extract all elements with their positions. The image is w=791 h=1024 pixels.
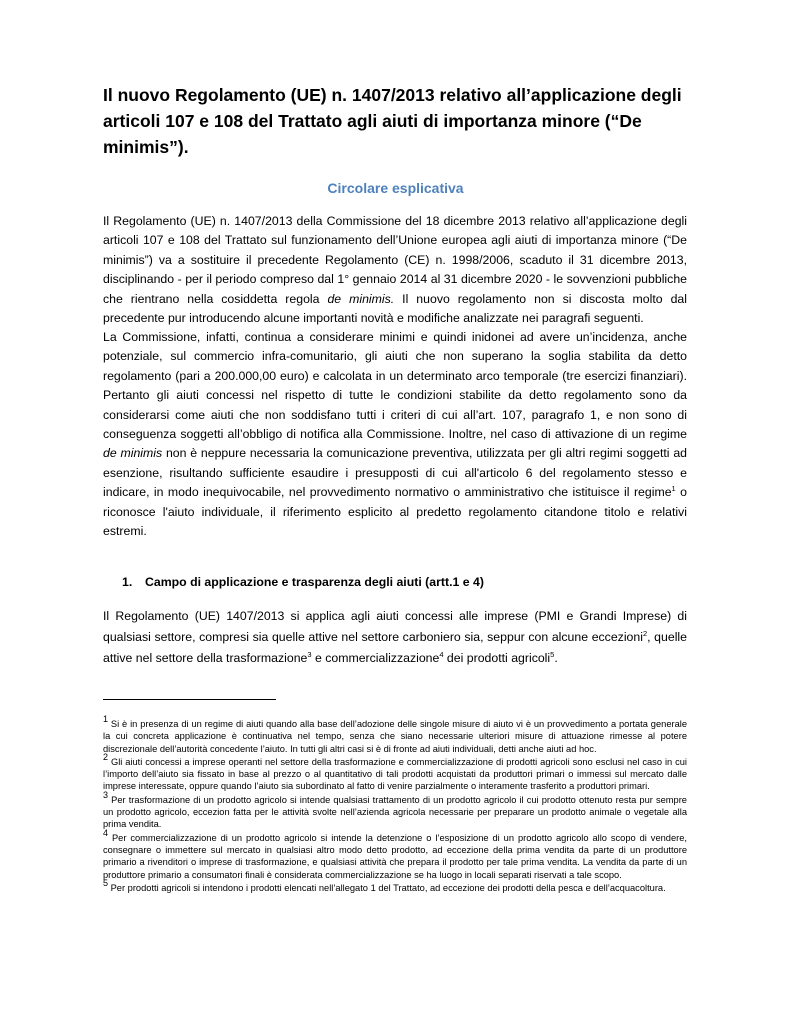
footnote-separator (103, 699, 276, 700)
paragraph-text: dei prodotti agricoli (443, 651, 551, 665)
section-number: 1. (122, 575, 133, 589)
italic-term: de minimis (103, 446, 163, 461)
paragraph-text: e commercializzazione (311, 651, 440, 665)
paragraph-text: non è neppure necessaria la comunicazione preventiva, utilizzata per gli altri regimi soggetti ad esenzione, risultando sufficiente esaudire i presupposti di cui all'articolo 6 del regolamento stesso e indicare, in modo inequivocabile, nel provvedimento normativo o amministrativo che istituisce il regime (103, 446, 687, 500)
footnote-ref[interactable]: 3 (307, 649, 312, 659)
footnote-number: 3 (103, 789, 109, 800)
paragraph-text: La Commissione, infatti, continua a considerare minimi e quindi inidonei ad avere un’incidenza, anche potenziale, sul commercio infra-comunitario, gli aiuti che non superano la soglia stabilita da detto regolamento (pari a 200.000,00 euro) e calcolata in un determinato arco temporale (tre esercizi finanziari). Pertanto gli aiuti concessi nel rispetto di tutte le condizioni stabilite da detto regolamento sono da considerarsi come aiuti che non soddisfano tutti i criteri di cui all’art. 107, paragrafo 1, e non sono di conseguenza soggetti all’obbligo di notifica alla Commissione. Inoltre, nel caso di attivazione di un regime (103, 330, 687, 442)
footnote-number: 1 (103, 714, 109, 724)
paragraph-text: o riconosce l'aiuto individuale, il riferimento esplicito al predetto regolamento citandone titolo e relativi estremi. (103, 485, 687, 539)
paragraph-commission (103, 328, 687, 541)
footnote-ref[interactable]: 1 (671, 484, 676, 494)
document-subtitle: Circolare esplicativa (327, 180, 464, 196)
section-heading (122, 575, 484, 589)
paragraph-intro (103, 212, 687, 328)
footnotes (103, 714, 687, 895)
paragraph-text: Il Regolamento (UE) 1407/2013 si applica agli aiuti concessi alle imprese (PMI e Grandi Imprese) di qualsiasi settore, compresi sia quelle attive nel settore carboniero sia, seppur con alcune eccezioni (103, 609, 687, 644)
section-title: Campo di applicazione e trasparenza degli aiuti (artt.1 e 4) (145, 575, 484, 589)
footnote-text: Per prodotti agricoli si intendono i prodotti elencati nell’allegato 1 del Trattato, ad eccezione dei prodotti della pesca e dell’acquacoltura. (110, 882, 666, 893)
paragraph-text: Il Regolamento (UE) n. 1407/2013 della Commissione del 18 dicembre 2013 relativo all’applicazione degli articoli 107 e 108 del Trattato sul funzionamento dell’Unione europea agli aiuti di importanza minore (“De minimis”) va a sostituire il precedente Regolamento (CE) n. 1998/2006, scaduto il 31 dicembre 2013, disciplinando - per il periodo compreso dal 1° gennaio 2014 al 31 dicembre 2020 - le sovvenzioni pubbliche che rientrano nella cosiddetta regola (103, 214, 687, 306)
footnote (103, 877, 687, 894)
paragraph-scope (103, 606, 687, 669)
footnote-number: 5 (103, 877, 109, 888)
footnote (103, 714, 687, 755)
footnote-ref[interactable]: 2 (642, 628, 648, 638)
document-title: Il nuovo Regolamento (UE) n. 1407/2013 relativo all’applicazione degli articoli 107 e 108 del Trattato agli aiuti di importanza minore (“De minimis”). (103, 85, 682, 157)
footnote-text: Per commercializzazione di un prodotto agricolo si intende la detenzione o l’esposizione di un prodotto agricolo allo scopo di vendere, consegnare o immettere sul mercato in qualsiasi altro modo detto prodotto, ad eccezione della prima vendita da parte di un produttore primario a rivenditori o imprese di trasformazione, e qualsiasi attività che prepara il prodotto per tale prima vendita. La vendita da parte di un produttore primario a consumatori finali è considerata commercializzazione se ha luogo in locali separati riservati a tale scopo. (103, 832, 687, 880)
footnote (103, 789, 687, 831)
footnote-ref[interactable]: 5 (550, 649, 555, 659)
paragraph-text: Il nuovo regolamento non si discosta molto dal precedente pur introducendo alcune importanti novità e modifiche analizzate nei paragrafi seguenti. (103, 291, 687, 326)
footnote-number: 4 (103, 827, 109, 838)
footnote-text: Si è in presenza di un regime di aiuti quando alla base dell’adozione delle singole misure di aiuto vi è un provvedimento a portata generale la cui concreta applicazione è continuativa nel tempo, senza che siano necessarie ulteriori misure di attuazione rimesse al potere discrezionale dell’autorità concedente l’aiuto. In tutti gli altri casi si è di fronte ad aiuti individuali, detti anche aiuti ad hoc. (103, 719, 687, 754)
footnote (103, 751, 687, 793)
footnote-text: Gli aiuti concessi a imprese operanti nel settore della trasformazione e commercializzazione di prodotti agricoli sono esclusi nel caso in cui l’importo dell’aiuto sia fissato in base al prezzo o al quantitativo di tali prodotti acquistati da produttori primari o immessi sul mercato dalle imprese interessate, oppure quando l’aiuto sia subordinato al fatto di venire parzialmente o interamente trasferito a produttori primari. (103, 756, 687, 792)
paragraph-text: . (554, 651, 558, 665)
footnote-number: 2 (103, 751, 109, 762)
footnote (103, 827, 687, 881)
footnote-text: Per trasformazione di un prodotto agricolo si intende qualsiasi trattamento di un prodotto agricolo il cui prodotto ottenuto resta pur sempre un prodotto agricolo, eccezion fatta per le attività svolte nell’azienda agricola necessarie per preparare un prodotto animale o vegetale alla prima vendita. (103, 794, 687, 830)
footnote-ref[interactable]: 4 (439, 649, 444, 659)
paragraph-text: , quelle attive nel settore della trasformazione (103, 630, 688, 665)
italic-term: de minimis. (327, 291, 395, 306)
